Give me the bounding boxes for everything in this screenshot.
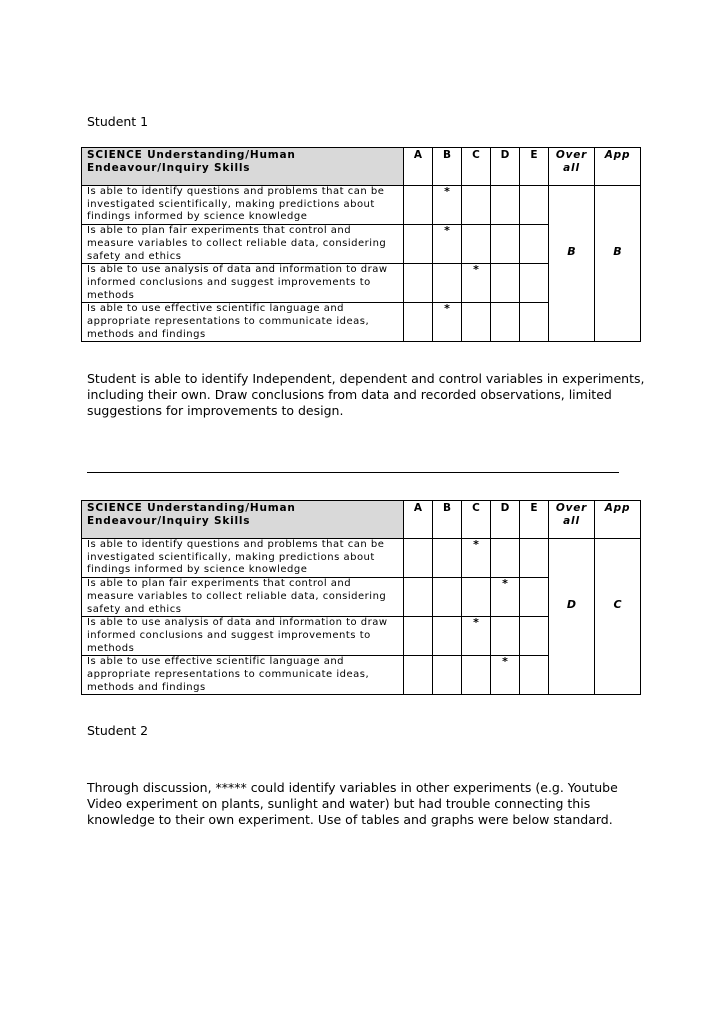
col-header-a: A (404, 501, 433, 539)
mark-cell (433, 617, 462, 656)
overall-line1: Over (555, 502, 588, 514)
mark-cell (462, 186, 491, 225)
mark-cell (491, 264, 520, 303)
student2-heading: Student 2 (87, 723, 149, 738)
table-title (82, 148, 404, 186)
table-title-line1: SCIENCE Understanding/Human (87, 502, 296, 514)
table-row (82, 186, 641, 225)
student1-heading: Student 1 (87, 114, 149, 129)
overall-line1: Over (555, 149, 588, 161)
mark-cell: * (491, 656, 520, 695)
mark-cell (491, 186, 520, 225)
mark-cell: * (462, 264, 491, 303)
mark-cell (404, 656, 433, 695)
mark-cell (520, 656, 549, 695)
mark-cell (520, 264, 549, 303)
col-header-a: A (404, 148, 433, 186)
separator-line (87, 472, 619, 473)
col-header-c: C (462, 501, 491, 539)
overall-grade: B (567, 245, 576, 259)
mark-cell (520, 186, 549, 225)
mark-cell (404, 303, 433, 342)
student2-comment: Through discussion, ***** could identify variables in other experiments (e.g. Youtube Video experiment on plants, sunlight and water) but had trouble connecting this knowledge to their own experiment. Use of tables and graphs were below standard. (87, 780, 618, 827)
col-header-overall (549, 501, 595, 539)
mark-cell: * (433, 186, 462, 225)
table-title (82, 501, 404, 539)
mark-cell: * (433, 225, 462, 264)
mark-cell (520, 539, 549, 578)
mark-cell: * (433, 303, 462, 342)
mark-cell (491, 539, 520, 578)
col-header-app: App (595, 148, 641, 186)
col-header-b: B (433, 148, 462, 186)
mark-cell (404, 578, 433, 617)
mark-cell (404, 539, 433, 578)
mark-cell: * (491, 578, 520, 617)
app-grade: B (613, 245, 622, 259)
overall-grade: D (566, 598, 577, 612)
overall-grade-cell (549, 539, 595, 695)
col-header-b: B (433, 501, 462, 539)
mark-cell (462, 225, 491, 264)
criterion-text: Is able to identify questions and problems that can be investigated scientifically, making predictions about findings informed by science knowledge (82, 186, 404, 225)
app-grade: C (613, 598, 622, 612)
mark-cell (404, 225, 433, 264)
student2-rubric-table (81, 500, 641, 695)
overall-grade-cell (549, 186, 595, 342)
mark-cell (491, 303, 520, 342)
col-header-d: D (491, 148, 520, 186)
mark-cell (491, 225, 520, 264)
mark-cell (404, 264, 433, 303)
criterion-text: Is able to plan fair experiments that control and measure variables to collect reliable data, considering safety and ethics (82, 578, 404, 617)
mark-cell: * (462, 539, 491, 578)
criterion-text: Is able to use effective scientific language and appropriate representations to communicate ideas, methods and findings (82, 656, 404, 695)
mark-cell (433, 264, 462, 303)
mark-cell (520, 303, 549, 342)
overall-line2: all (563, 162, 580, 174)
mark-cell (462, 656, 491, 695)
mark-cell (462, 578, 491, 617)
table-row (82, 539, 641, 578)
col-header-overall (549, 148, 595, 186)
table-title-line1: SCIENCE Understanding/Human (87, 149, 296, 161)
mark-cell (520, 617, 549, 656)
col-header-d: D (491, 501, 520, 539)
col-header-app: App (595, 501, 641, 539)
mark-cell: * (462, 617, 491, 656)
student1-comment: Student is able to identify Independent, dependent and control variables in experiments, including their own. Draw conclusions from data and recorded observations, limited suggestions for improvements to design. (87, 371, 645, 418)
mark-cell (491, 617, 520, 656)
mark-cell (520, 578, 549, 617)
mark-cell (433, 578, 462, 617)
app-grade-cell (595, 186, 641, 342)
mark-cell (462, 303, 491, 342)
col-header-e: E (520, 148, 549, 186)
criterion-text: Is able to use effective scientific language and appropriate representations to communicate ideas, methods and findings (82, 303, 404, 342)
col-header-c: C (462, 148, 491, 186)
criterion-text: Is able to use analysis of data and information to draw informed conclusions and suggest improvements to methods (82, 264, 404, 303)
col-header-e: E (520, 501, 549, 539)
mark-cell (520, 225, 549, 264)
criterion-text: Is able to plan fair experiments that control and measure variables to collect reliable data, considering safety and ethics (82, 225, 404, 264)
student1-rubric-table (81, 147, 641, 342)
criterion-text: Is able to identify questions and problems that can be investigated scientifically, making predictions about findings informed by science knowledge (82, 539, 404, 578)
overall-line2: all (563, 515, 580, 527)
mark-cell (433, 539, 462, 578)
table-title-line2: Endeavour/Inquiry Skills (87, 162, 251, 174)
app-grade-cell (595, 539, 641, 695)
criterion-text: Is able to use analysis of data and information to draw informed conclusions and suggest improvements to methods (82, 617, 404, 656)
table-title-line2: Endeavour/Inquiry Skills (87, 515, 251, 527)
mark-cell (404, 617, 433, 656)
mark-cell (404, 186, 433, 225)
mark-cell (433, 656, 462, 695)
